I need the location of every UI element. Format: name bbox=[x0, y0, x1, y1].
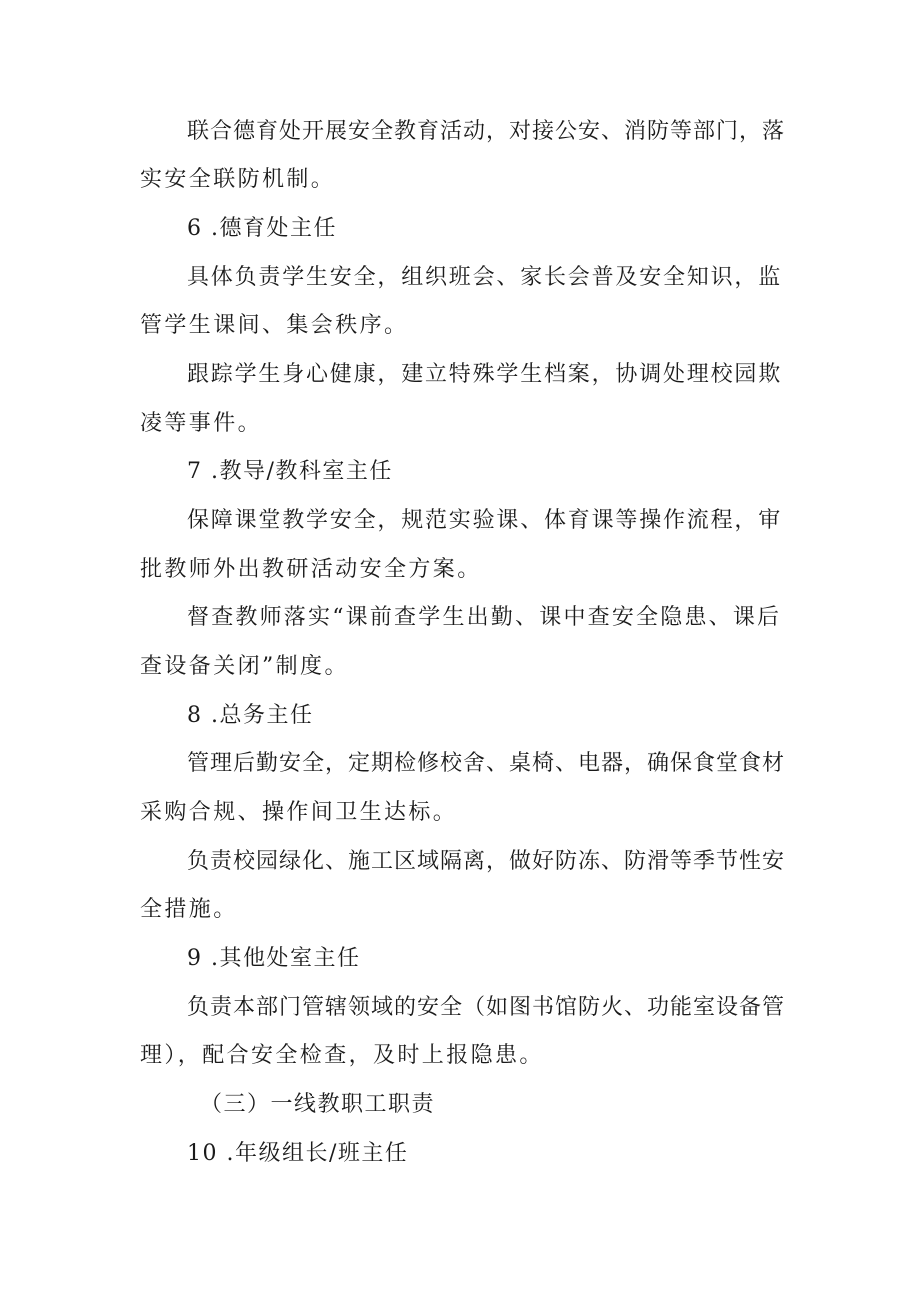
paragraph-line: 批教师外出教研活动安全方案。 bbox=[140, 557, 482, 582]
section-heading-8: 8 .总务主任 bbox=[187, 703, 314, 728]
paragraph-line: 负责校园绿化、施工区域隔离，做好防冻、防滑等季节性安 bbox=[187, 849, 786, 874]
paragraph-line: 全措施。 bbox=[140, 897, 238, 922]
paragraph-line: 保障课堂教学安全，规范实验课、体育课等操作流程，审 bbox=[187, 508, 783, 533]
paragraph-line: 督查教师落实“课前查学生出勤、课中查安全隐患、课后 bbox=[187, 605, 782, 630]
paragraph-line: 负责本部门管辖领域的安全（如图书馆防火、功能室设备管 bbox=[187, 995, 786, 1020]
paragraph-line: 管理后勤安全，定期检修校舍、桌椅、电器，确保食堂食材 bbox=[187, 751, 786, 776]
paragraph-line: 具体负责学生安全，组织班会、家长会普及安全知识，监 bbox=[187, 265, 783, 290]
paragraph-line: 实安全联防机制。 bbox=[140, 167, 336, 192]
section-heading-6: 6 .德育处主任 bbox=[187, 216, 337, 241]
paragraph-line: 管学生课间、集会秩序。 bbox=[140, 313, 409, 338]
paragraph-line: 查设备关闭”制度。 bbox=[140, 654, 349, 679]
paragraph-line: 联合德育处开展安全教育活动，对接公安、消防等部门，落 bbox=[187, 119, 786, 144]
paragraph-line: 凌等事件。 bbox=[140, 411, 263, 436]
paragraph-line: 理），配合安全检查，及时上报隐患。 bbox=[140, 1043, 544, 1068]
paragraph-line: 采购合规、操作间卫生达标。 bbox=[140, 800, 458, 825]
section-heading-10: 10 .年级组长/班主任 bbox=[187, 1141, 409, 1166]
paragraph-line: 跟踪学生身心健康，建立特殊学生档案，协调处理校园欺 bbox=[187, 362, 783, 387]
section-heading-7: 7 .教导/教科室主任 bbox=[187, 459, 393, 484]
section-heading-9: 9 .其他处室主任 bbox=[187, 946, 361, 971]
subsection-heading: （三）一线教职工职责 bbox=[200, 1092, 436, 1117]
